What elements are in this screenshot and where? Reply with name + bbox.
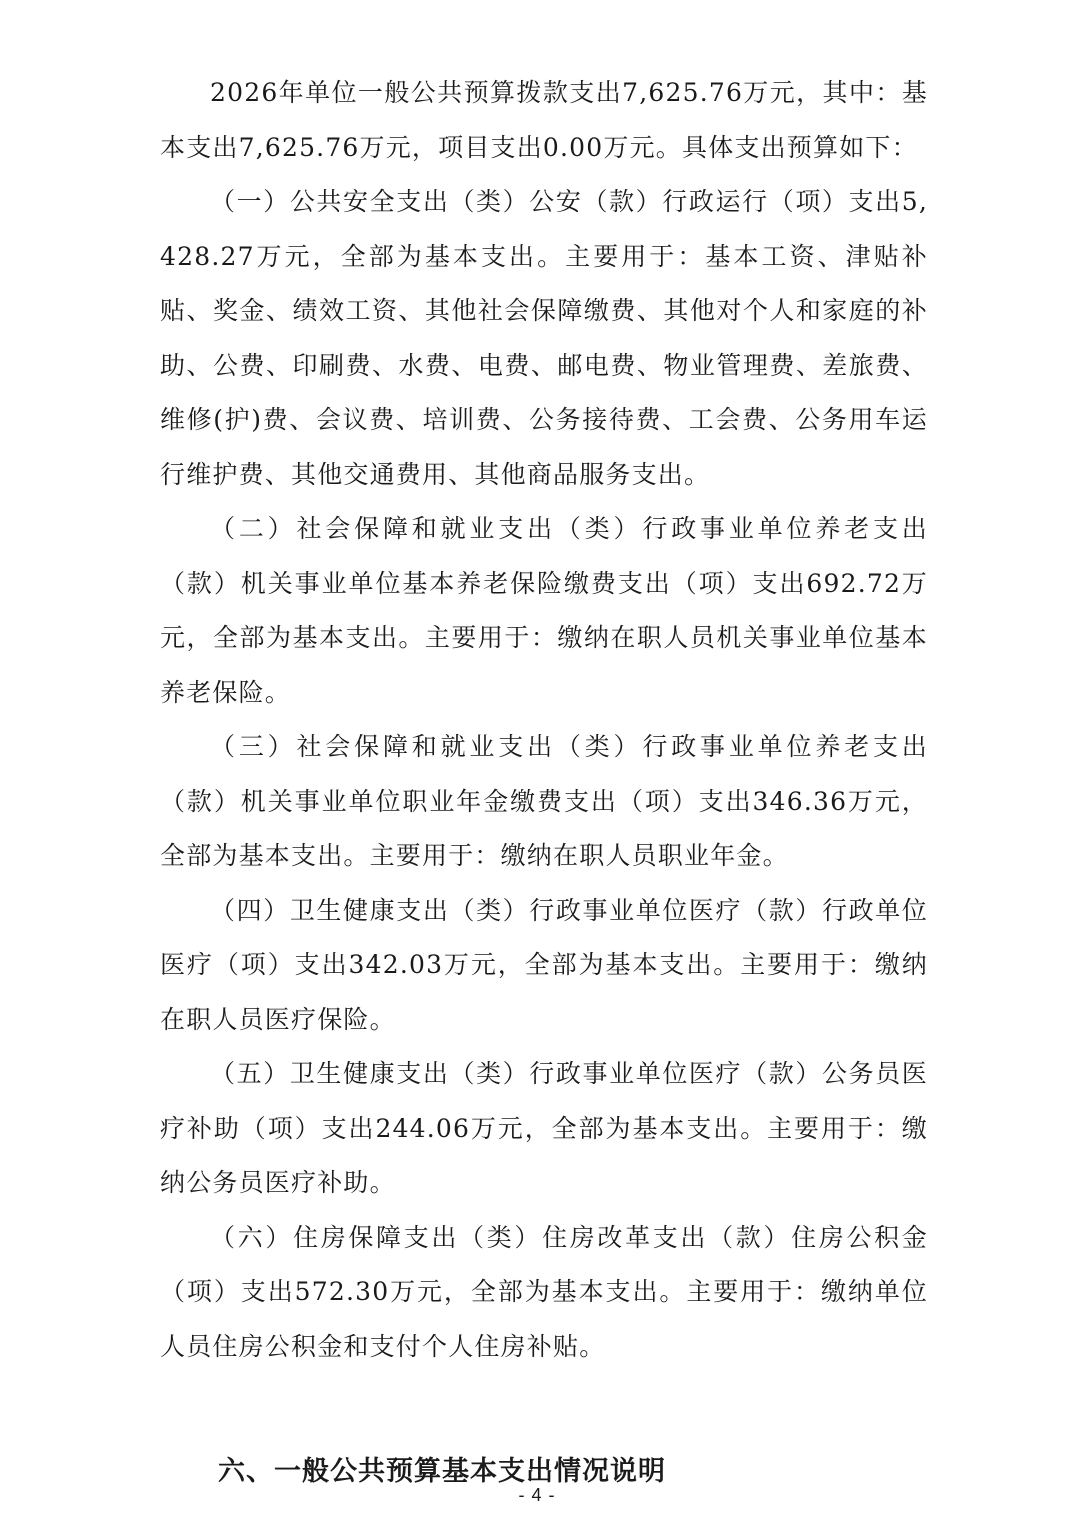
paragraph-item-1: （一）公共安全支出（类）公安（款）行政运行（项）支出5,428.27万元，全部为基本支出。主要用于：基本工资、津贴补贴、奖金、绩效工资、其他社会保障缴费、其他对个人和家庭的补助、公费、印刷费、水费、电费、邮电费、物业管理费、差旅费、维修(护)费、会议费、培训费、公务接待费、工会费、公务用车运行维护费、其他交通费用、其他商品服务支出。 <box>160 187 928 489</box>
paragraph-item-3: （三）社会保障和就业支出（类）行政事业单位养老支出（款）机关事业单位职业年金缴费支出（项）支出346.36万元，全部为基本支出。主要用于：缴纳在职人员职业年金。 <box>160 732 928 870</box>
page-number: - 4 - <box>518 1485 556 1505</box>
paragraph-item-6: （六）住房保障支出（类）住房改革支出（款）住房公积金（项）支出572.30万元，全部为基本支出。主要用于：缴纳单位人员住房公积金和支付个人住房补贴。 <box>160 1222 928 1361</box>
document-body <box>160 66 928 1374</box>
paragraph-item-5: （五）卫生健康支出（类）行政事业单位医疗（款）公务员医疗补助（项）支出244.06万元，全部为基本支出。主要用于：缴纳公务员医疗补助。 <box>160 1059 928 1197</box>
section-heading: 六、一般公共预算基本支出情况说明 <box>218 1456 666 1487</box>
paragraph-summary: 2026年单位一般公共预算拨款支出7,625.76万元，其中：基本支出7,625.76万元，项目支出0.00万元。具体支出预算如下： <box>160 78 928 162</box>
paragraph-item-2: （二）社会保障和就业支出（类）行政事业单位养老支出（款）机关事业单位基本养老保险缴费支出（项）支出692.72万元，全部为基本支出。主要用于：缴纳在职人员机关事业单位基本养老保险。 <box>160 514 928 707</box>
paragraph-item-4: （四）卫生健康支出（类）行政事业单位医疗（款）行政单位医疗（项）支出342.03万元，全部为基本支出。主要用于：缴纳在职人员医疗保险。 <box>160 895 928 1034</box>
